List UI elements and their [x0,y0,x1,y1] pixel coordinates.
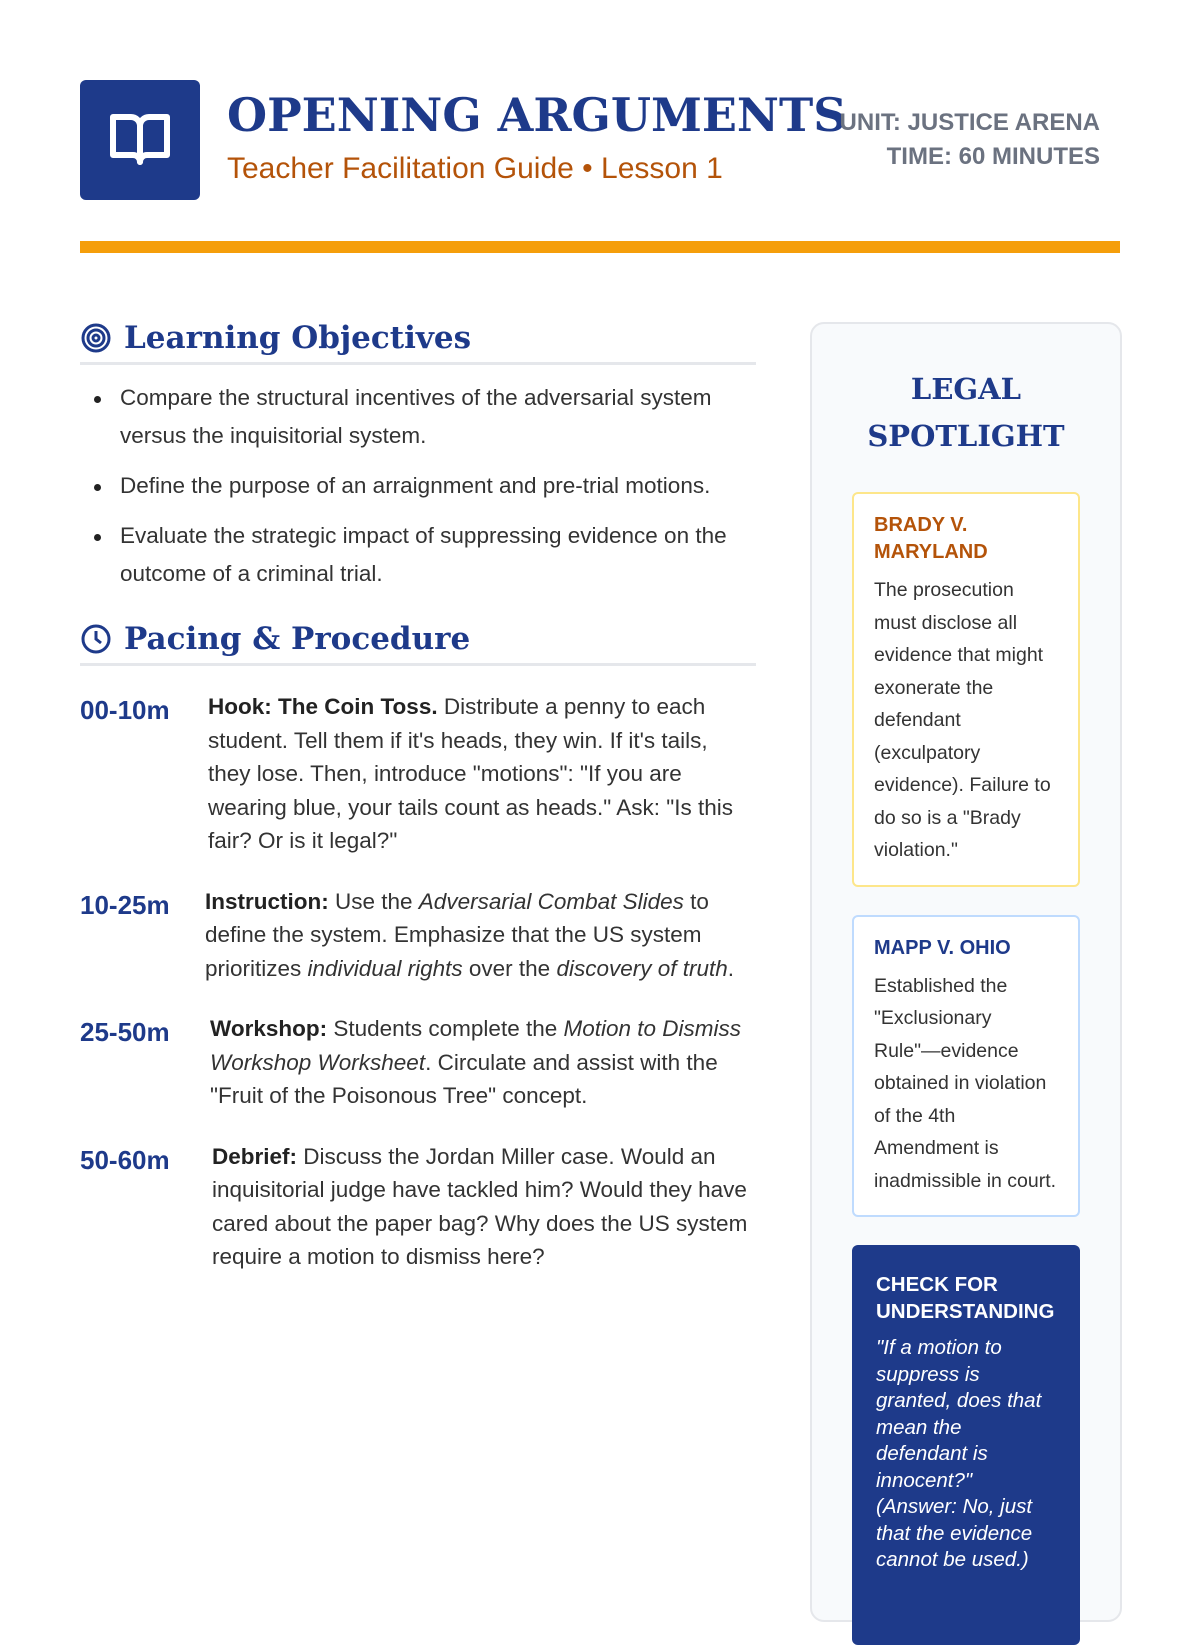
case-text: The prosecution must disclose all evidence that might exonerate the defendant (exculpatory evidence). Failure to do so is a "Brady violation." [874,579,1051,861]
case-title: BRADY V. MARYLAND [874,514,988,563]
step-text: Distribute a penny to each student. Tell them if it's heads, they win. If it's tails, they lose. Then, introduce "motions": "If you are wearing blue, your tails count as heads." Ask: "Is this fair? Or is it legal?" [208,694,733,853]
list-item: Evaluate the strategic impact of suppressing evidence on the outcome of a criminal trial. [80,517,756,593]
sidebar-title-line: SPOTLIGHT [867,419,1065,453]
step-label: Debrief: [212,1143,298,1169]
step-text: over the [462,955,557,981]
pacing-list [80,690,756,1274]
step-text: Students complete the [327,1016,564,1041]
objectives-heading: Learning Objectives [80,320,756,365]
step-label: Instruction: [205,888,329,914]
step-text: to define the system. Emphasize that the US system prioritizes [205,888,709,981]
sidebar-title-line: LEGAL [910,372,1022,406]
pacing-text [205,885,756,986]
step-emphasis: individual rights [307,955,463,981]
pacing-text [212,1140,756,1274]
sidebar-title [812,366,1120,460]
time-label: TIME: 60 MINUTES [886,143,1100,170]
step-text: Use the [328,888,419,914]
step-emphasis: discovery of truth [556,955,728,981]
list-item: Define the purpose of an arraignment and pre-trial motions. [80,467,756,505]
pacing-row [80,1140,756,1274]
time-range: 10-25m [80,889,170,920]
case-text: Established the "Exclusionary Rule"—evidence obtained in violation of the 4th Amendment is inadmissible in court. [874,974,1057,1192]
time-range: 50-60m [80,1144,170,1175]
accent-divider [80,241,1120,253]
check-question: "If a motion to suppress is granted, does that mean the defendant is innocent?" (Answer: No, just that the evidence cannot be used.) [876,1336,1042,1571]
check-title: CHECK FOR UNDERSTANDING [876,1273,1055,1323]
main-column [80,320,756,1301]
check-understanding-card [852,1245,1080,1645]
case-card [852,492,1080,887]
lesson-meta [840,106,1100,174]
book-logo [80,80,200,200]
time-range: 00-10m [80,695,170,725]
step-label: Workshop: [210,1016,328,1041]
pacing-heading: Pacing & Procedure [80,621,756,666]
step-text: . Circulate and assist with the "Fruit of the Poisonous Tree" concept. [210,1049,718,1108]
step-label: Hook: The Coin Toss. [208,694,438,719]
pacing-row [80,690,756,858]
list-item: Compare the structural incentives of the adversarial system versus the inquisitorial system. [80,379,756,455]
target-icon [80,322,112,354]
clock-icon [80,623,112,655]
case-card [852,915,1080,1218]
page-title: OPENING ARGUMENTS [227,88,847,142]
time-range: 25-50m [80,1017,170,1047]
step-text: Discuss the Jordan Miller case. Would an inquisitorial judge have tackled him? Would they have cared about the paper bag? Why does the US system require a motion to dismiss here? [212,1143,748,1269]
pacing-row [80,885,756,986]
case-title: MAPP V. OHIO [874,936,1011,959]
objectives-list [80,379,756,593]
unit-label: UNIT: JUSTICE ARENA [839,109,1100,136]
step-emphasis: Adversarial Combat Slides [418,888,684,914]
pacing-text [210,1012,756,1113]
step-text: . [727,955,735,981]
pacing-row [80,1012,756,1113]
legal-spotlight-sidebar [810,322,1122,1622]
open-book-icon [109,111,171,169]
pacing-text [208,690,756,858]
step-emphasis: Motion to Dismiss Workshop Worksheet [210,1016,742,1075]
page-subtitle: Teacher Facilitation Guide • Lesson 1 [227,152,723,185]
